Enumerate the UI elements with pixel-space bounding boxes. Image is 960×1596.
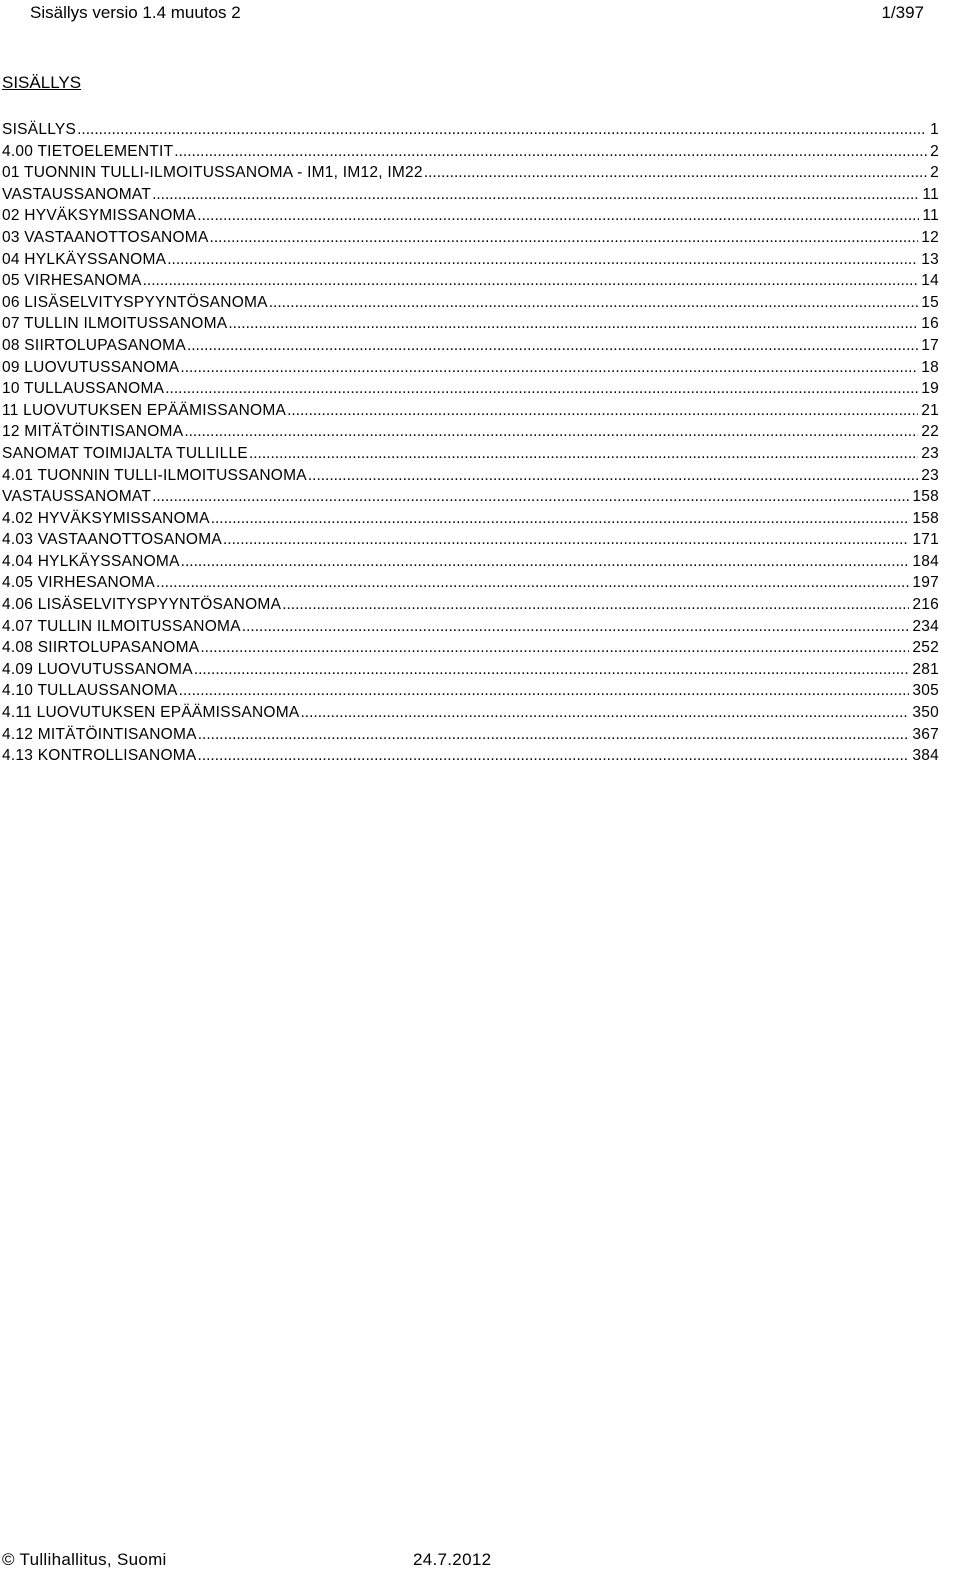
toc-entry[interactable] — [2, 335, 939, 357]
toc-entry[interactable] — [2, 551, 939, 573]
toc-entry-page: 158 — [912, 509, 939, 527]
toc-dot-leader — [165, 378, 918, 400]
toc-entry-label: 10 TULLAUSSANOMA — [2, 380, 165, 398]
toc-dot-leader — [269, 292, 919, 314]
toc-entry-page: 11 — [922, 207, 939, 225]
toc-entry-page: 234 — [912, 617, 939, 635]
toc-dot-leader — [181, 551, 910, 573]
toc-entry-page: 21 — [921, 401, 939, 419]
toc-heading: SISÄLLYS — [2, 73, 82, 92]
toc-entry[interactable] — [2, 508, 939, 530]
toc-entry-page: 216 — [912, 596, 939, 614]
toc-entry-page: 22 — [921, 423, 939, 441]
toc-dot-leader — [282, 594, 909, 616]
toc-entry[interactable] — [2, 616, 939, 638]
toc-entry-label: 4.01 TUONNIN TULLI-ILMOITUSSANOMA — [2, 466, 307, 484]
toc-dot-leader — [143, 270, 919, 292]
toc-entry-label: 03 VASTAANOTTOSANOMA — [2, 228, 209, 246]
page-number: 1/397 — [881, 3, 924, 22]
toc-entry-page: 305 — [912, 682, 939, 700]
toc-entry-page: 12 — [921, 228, 939, 246]
toc-entry[interactable] — [2, 205, 939, 227]
toc-entry[interactable] — [2, 659, 939, 681]
toc-entry[interactable] — [2, 745, 939, 767]
toc-entry-page: 171 — [912, 531, 939, 549]
toc-entry-page: 11 — [922, 185, 939, 203]
toc-dot-leader — [152, 486, 909, 508]
toc-dot-leader — [249, 443, 918, 465]
toc-entry[interactable] — [2, 227, 939, 249]
toc-entry-page: 16 — [921, 315, 939, 333]
toc-entry-label: 4.00 TIETOELEMENTIT — [2, 142, 174, 160]
toc-entry-page: 14 — [921, 272, 939, 290]
toc-entry[interactable] — [2, 270, 939, 292]
toc-entry[interactable] — [2, 357, 939, 379]
toc-entry[interactable] — [2, 724, 939, 746]
toc-entry-label: 11 LUOVUTUKSEN EPÄÄMISSANOMA — [2, 401, 287, 419]
page-footer — [0, 1547, 960, 1573]
toc-dot-leader — [198, 745, 910, 767]
toc-entry-label: 08 SIIRTOLUPASANOMA — [2, 336, 186, 354]
toc-entry-label: 4.03 VASTAANOTTOSANOMA — [2, 531, 222, 549]
toc-entry-label: 4.04 HYLKÄYSSANOMA — [2, 552, 180, 570]
toc-entry[interactable] — [2, 421, 939, 443]
toc-dot-leader — [424, 162, 927, 184]
toc-entry-page: 184 — [912, 552, 939, 570]
toc-entry-page: 252 — [912, 639, 939, 657]
toc-entry-label: 07 TULLIN ILMOITUSSANOMA — [2, 315, 228, 333]
table-of-contents — [2, 119, 939, 767]
toc-dot-leader — [308, 465, 918, 487]
toc-dot-leader — [184, 421, 918, 443]
toc-entry-label: 4.02 HYVÄKSYMISSANOMA — [2, 509, 210, 527]
toc-entry-label: 4.09 LUOVUTUSSANOMA — [2, 660, 193, 678]
toc-entry-page: 23 — [921, 466, 939, 484]
toc-entry[interactable] — [2, 594, 939, 616]
toc-entry[interactable] — [2, 465, 939, 487]
toc-entry[interactable] — [2, 400, 939, 422]
toc-entry-label: 4.07 TULLIN ILMOITUSSANOMA — [2, 617, 241, 635]
toc-entry-label: 02 HYVÄKSYMISSANOMA — [2, 207, 197, 225]
toc-entry-label: 04 HYLKÄYSSANOMA — [2, 250, 167, 268]
toc-entry[interactable] — [2, 637, 939, 659]
toc-entry-page: 19 — [921, 380, 939, 398]
toc-dot-leader — [156, 572, 909, 594]
toc-dot-leader — [179, 680, 910, 702]
toc-entry-label: VASTAUSSANOMAT — [2, 185, 152, 203]
toc-dot-leader — [228, 313, 918, 335]
toc-dot-leader — [242, 616, 910, 638]
toc-dot-leader — [174, 141, 927, 163]
toc-dot-leader — [152, 184, 919, 206]
toc-entry[interactable] — [2, 162, 939, 184]
toc-entry-label: 4.06 LISÄSELVITYSPYYNTÖSANOMA — [2, 596, 282, 614]
toc-entry-label: 09 LUOVUTUSSANOMA — [2, 358, 180, 376]
toc-dot-leader — [197, 205, 919, 227]
toc-entry-page: 13 — [921, 250, 939, 268]
toc-entry-label: 05 VIRHESANOMA — [2, 272, 142, 290]
toc-entry-page: 18 — [921, 358, 939, 376]
toc-entry-label: 4.11 LUOVUTUKSEN EPÄÄMISSANOMA — [2, 704, 300, 722]
toc-entry[interactable] — [2, 443, 939, 465]
toc-entry-label: 01 TUONNIN TULLI-ILMOITUSSANOMA - IM1, IM12, IM22 — [2, 164, 423, 182]
toc-dot-leader — [223, 529, 909, 551]
toc-entry-page: 17 — [921, 336, 939, 354]
toc-entry-label: VASTAUSSANOMAT — [2, 488, 152, 506]
toc-entry[interactable] — [2, 119, 939, 141]
toc-entry-page: 15 — [921, 293, 939, 311]
toc-entry-page: 2 — [930, 164, 939, 182]
toc-dot-leader — [187, 335, 918, 357]
toc-entry-label: 4.12 MITÄTÖINTISANOMA — [2, 725, 197, 743]
toc-entry-label: 4.10 TULLAUSSANOMA — [2, 682, 178, 700]
toc-entry-label: 4.13 KONTROLLISANOMA — [2, 747, 197, 765]
toc-entry[interactable] — [2, 249, 939, 271]
toc-entry[interactable] — [2, 529, 939, 551]
toc-dot-leader — [198, 724, 910, 746]
footer-date: 24.7.2012 — [413, 1550, 492, 1569]
toc-entry-label: 06 LISÄSELVITYSPYYNTÖSANOMA — [2, 293, 268, 311]
toc-dot-leader — [210, 227, 919, 249]
toc-entry[interactable] — [2, 680, 939, 702]
toc-entry-page: 1 — [930, 121, 939, 138]
toc-entry-label: 4.08 SIIRTOLUPASANOMA — [2, 639, 200, 657]
toc-entry-page: 197 — [912, 574, 939, 592]
toc-entry[interactable] — [2, 313, 939, 335]
toc-entry[interactable] — [2, 184, 939, 206]
toc-entry[interactable] — [2, 141, 939, 163]
toc-entry-label: 4.05 VIRHESANOMA — [2, 574, 156, 592]
toc-entry-label: SANOMAT TOIMIJALTA TULLILLE — [2, 444, 248, 462]
toc-dot-leader — [180, 357, 918, 379]
toc-entry[interactable] — [2, 572, 939, 594]
page-header — [30, 0, 924, 26]
toc-dot-leader — [200, 637, 909, 659]
toc-dot-leader — [194, 659, 910, 681]
toc-dot-leader — [301, 702, 910, 724]
toc-entry-page: 158 — [912, 488, 939, 506]
toc-entry-label: 12 MITÄTÖINTISANOMA — [2, 423, 184, 441]
toc-dot-leader — [167, 249, 918, 271]
toc-entry[interactable] — [2, 378, 939, 400]
toc-dot-leader — [287, 400, 918, 422]
toc-entry[interactable] — [2, 486, 939, 508]
toc-entry-page: 367 — [912, 725, 939, 743]
toc-entry-page: 384 — [912, 747, 939, 765]
toc-dot-leader — [211, 508, 910, 530]
toc-entry-page: 350 — [912, 704, 939, 722]
toc-entry-page: 23 — [921, 444, 939, 462]
toc-entry-page: 281 — [912, 660, 939, 678]
toc-dot-leader — [77, 119, 927, 141]
toc-entry[interactable] — [2, 702, 939, 724]
copyright-notice: © Tullihallitus, Suomi — [2, 1550, 167, 1569]
toc-entry-label: SISÄLLYS — [2, 121, 77, 138]
toc-entry-page: 2 — [930, 142, 939, 160]
toc-entry[interactable] — [2, 292, 939, 314]
document-title: Sisällys versio 1.4 muutos 2 — [30, 3, 241, 22]
